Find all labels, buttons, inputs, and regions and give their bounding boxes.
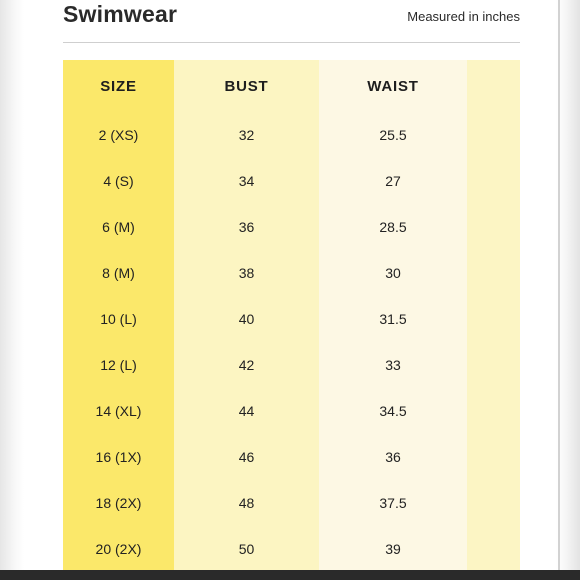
- cell-waist: 33: [319, 342, 467, 388]
- table-row: [63, 388, 520, 434]
- cell-bust: 50: [174, 526, 319, 572]
- frame-right-edge: [556, 0, 580, 580]
- cell-waist: 28.5: [319, 204, 467, 250]
- table-row: [63, 158, 520, 204]
- column-header-size: SIZE: [63, 60, 174, 112]
- column-header-waist: WAIST: [319, 60, 467, 112]
- cell-bust: 40: [174, 296, 319, 342]
- table-row: [63, 342, 520, 388]
- page-title: Swimwear: [63, 1, 178, 27]
- cell-waist: 36: [319, 434, 467, 480]
- table-row: [63, 526, 520, 572]
- cell-bust: 38: [174, 250, 319, 296]
- cell-size: 4 (S): [63, 158, 174, 204]
- cell-size: 10 (L): [63, 296, 174, 342]
- cell-extra: [467, 526, 520, 572]
- cell-waist: 34.5: [319, 388, 467, 434]
- column-header-extra: [467, 60, 520, 112]
- table-row: [63, 296, 520, 342]
- cell-bust: 34: [174, 158, 319, 204]
- cell-bust: 46: [174, 434, 319, 480]
- size-chart-table: [63, 60, 520, 572]
- table-row: [63, 480, 520, 526]
- cell-waist: 39: [319, 526, 467, 572]
- cell-bust: 44: [174, 388, 319, 434]
- header-divider: [63, 42, 520, 43]
- cell-size: 16 (1X): [63, 434, 174, 480]
- cell-size: 20 (2X): [63, 526, 174, 572]
- cell-size: 8 (M): [63, 250, 174, 296]
- cell-waist: 37.5: [319, 480, 467, 526]
- table-row: [63, 250, 520, 296]
- bottom-edge-bar: [0, 570, 580, 580]
- table-header-row: [63, 60, 520, 112]
- cell-extra: [467, 250, 520, 296]
- cell-bust: 48: [174, 480, 319, 526]
- cell-extra: [467, 388, 520, 434]
- cell-extra: [467, 296, 520, 342]
- cell-waist: 30: [319, 250, 467, 296]
- cell-extra: [467, 204, 520, 250]
- cell-extra: [467, 480, 520, 526]
- cell-size: 14 (XL): [63, 388, 174, 434]
- table-row: [63, 204, 520, 250]
- column-header-bust: BUST: [174, 60, 319, 112]
- cell-waist: 27: [319, 158, 467, 204]
- cell-extra: [467, 434, 520, 480]
- cell-bust: 36: [174, 204, 319, 250]
- cell-extra: [467, 158, 520, 204]
- cell-bust: 42: [174, 342, 319, 388]
- cell-waist: 31.5: [319, 296, 467, 342]
- cell-size: 12 (L): [63, 342, 174, 388]
- table-row: [63, 112, 520, 158]
- frame-left-edge: [0, 0, 24, 580]
- table-row: [63, 434, 520, 480]
- cell-size: 2 (XS): [63, 112, 174, 158]
- cell-waist: 25.5: [319, 112, 467, 158]
- units-note: Measured in inches: [407, 9, 520, 24]
- cell-bust: 32: [174, 112, 319, 158]
- cell-extra: [467, 342, 520, 388]
- cell-extra: [467, 112, 520, 158]
- cell-size: 6 (M): [63, 204, 174, 250]
- cell-size: 18 (2X): [63, 480, 174, 526]
